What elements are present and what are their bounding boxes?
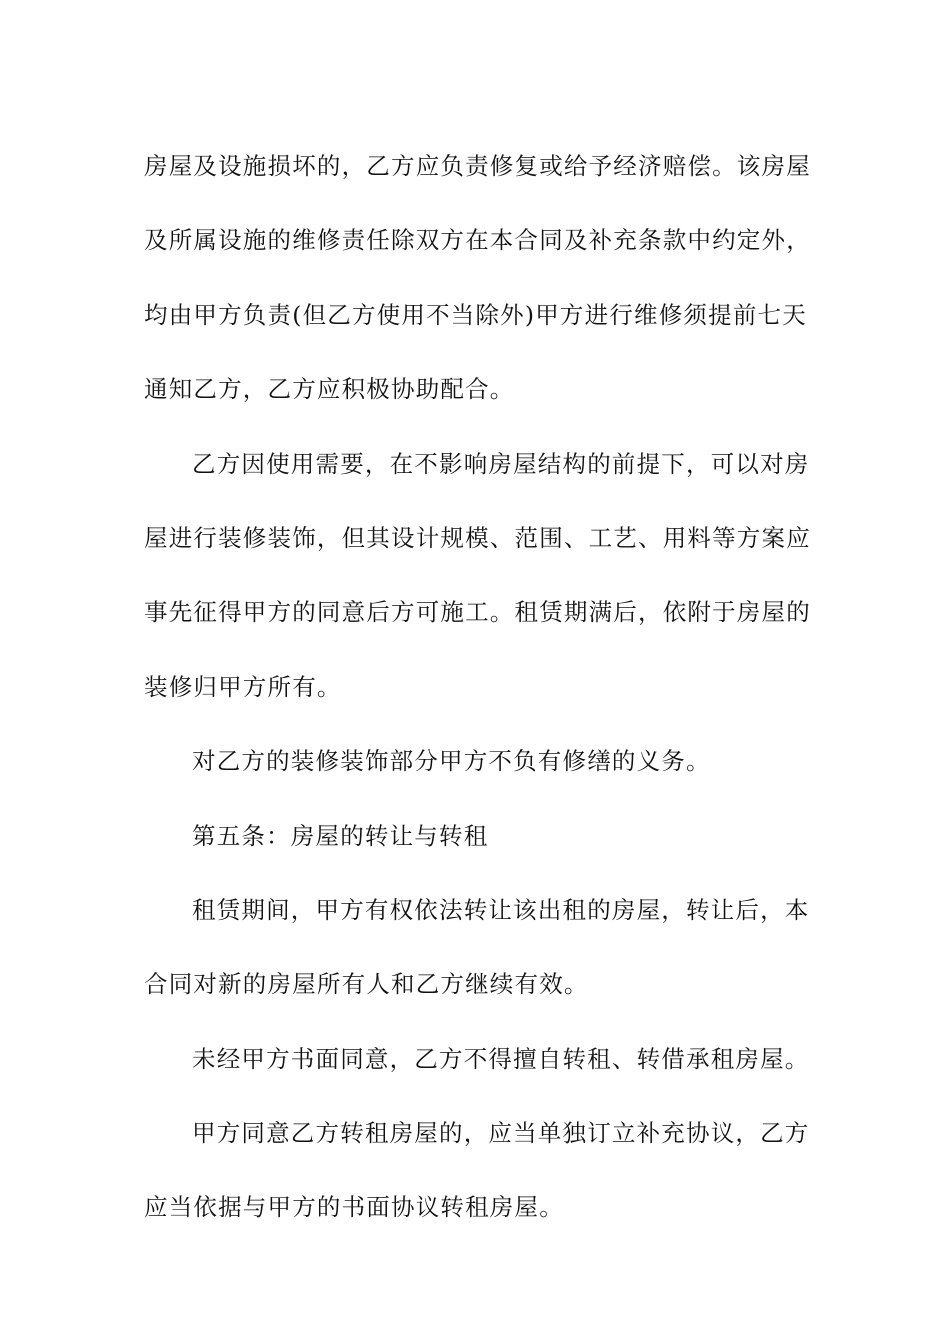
text-line: 应当依据与甲方的书面协议转租房屋。	[144, 1193, 564, 1222]
text-line: 装修归甲方所有。	[144, 672, 342, 701]
text-line: 房屋及设施损坏的，乙方应负责修复或给予经济赔偿。该房屋	[144, 152, 811, 180]
text-line: 对乙方的装修装饰部分甲方不负有修缮的义务。	[192, 747, 711, 776]
text-line: 屋进行装修装饰，但其设计规模、范围、工艺、用料等方案应	[144, 523, 811, 552]
text-line: 未经甲方书面同意，乙方不得擅自转租、转借承租房屋。	[192, 1044, 810, 1073]
text-line: 租赁期间，甲方有权依法转让该出租的房屋，转让后，本	[192, 895, 810, 924]
text-line: 事先征得甲方的同意后方可施工。租赁期满后，依附于房屋的	[144, 598, 811, 627]
text-line: 通知乙方，乙方应积极协助配合。	[144, 375, 515, 404]
text-line: 及所属设施的维修责任除双方在本合同及补充条款中约定外，	[144, 226, 811, 255]
section-heading: 第五条：房屋的转让与转租	[192, 821, 489, 850]
text-line: 均由甲方负责(但乙方使用不当除外)甲方进行维修须提前七天	[144, 300, 807, 329]
document-body	[144, 129, 809, 1245]
text-line: 甲方同意乙方转租房屋的，应当单独订立补充协议，乙方	[192, 1119, 810, 1148]
text-line: 乙方因使用需要，在不影响房屋结构的前提下，可以对房	[192, 449, 810, 478]
text-line: 合同对新的房屋所有人和乙方继续有效。	[144, 970, 589, 999]
